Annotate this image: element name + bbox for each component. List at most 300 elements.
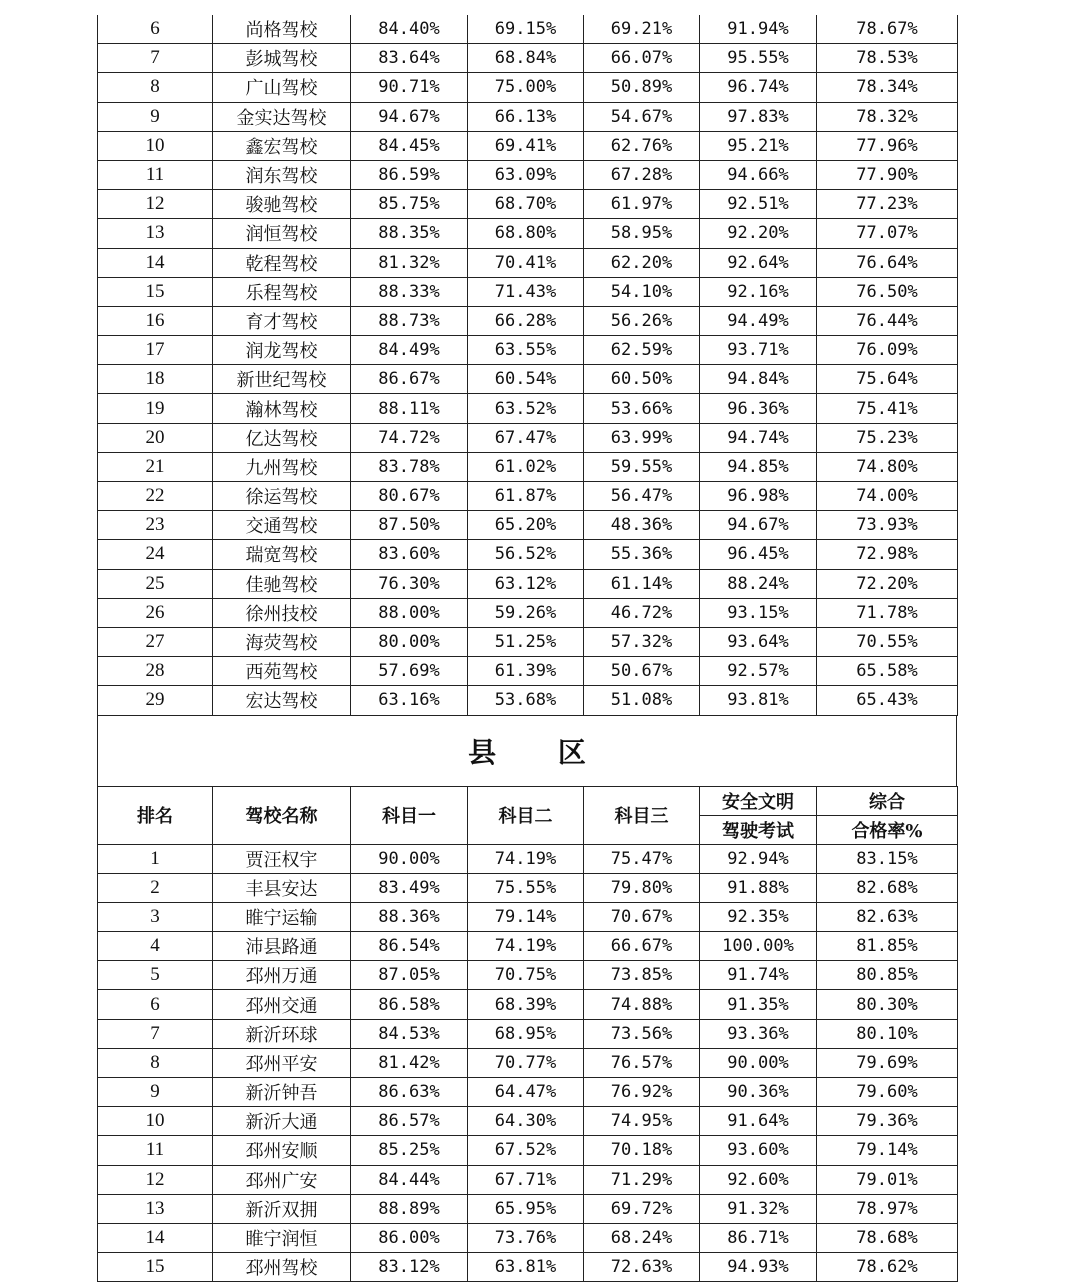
school-name-cell: 佳驰驾校 bbox=[213, 569, 351, 598]
subject-2-cell: 75.00% bbox=[468, 73, 584, 102]
safety-exam-cell: 91.88% bbox=[700, 873, 817, 902]
city-results-table bbox=[97, 15, 958, 716]
table-row bbox=[98, 1078, 958, 1107]
rank-cell: 17 bbox=[98, 336, 213, 365]
safety-exam-cell: 97.83% bbox=[700, 102, 817, 131]
header-subject-1: 科目一 bbox=[351, 786, 468, 844]
table-row bbox=[98, 277, 958, 306]
rank-cell: 29 bbox=[98, 686, 213, 715]
safety-exam-cell: 93.60% bbox=[700, 1136, 817, 1165]
table-row bbox=[98, 482, 958, 511]
school-name-cell: 九州驾校 bbox=[213, 452, 351, 481]
subject-3-cell: 62.59% bbox=[584, 336, 700, 365]
subject-2-cell: 68.84% bbox=[468, 44, 584, 73]
rank-cell: 27 bbox=[98, 627, 213, 656]
subject-3-cell: 76.92% bbox=[584, 1078, 700, 1107]
subject-2-cell: 69.15% bbox=[468, 15, 584, 44]
subject-3-cell: 57.32% bbox=[584, 627, 700, 656]
subject-3-cell: 62.20% bbox=[584, 248, 700, 277]
total-pass-rate-cell: 79.14% bbox=[817, 1136, 958, 1165]
subject-3-cell: 54.67% bbox=[584, 102, 700, 131]
subject-2-cell: 60.54% bbox=[468, 365, 584, 394]
school-name-cell: 亿达驾校 bbox=[213, 423, 351, 452]
subject-1-cell: 88.89% bbox=[351, 1194, 468, 1223]
safety-exam-cell: 90.00% bbox=[700, 1048, 817, 1077]
safety-exam-cell: 92.20% bbox=[700, 219, 817, 248]
table-row bbox=[98, 902, 958, 931]
subject-2-cell: 66.13% bbox=[468, 102, 584, 131]
subject-1-cell: 76.30% bbox=[351, 569, 468, 598]
rank-cell: 8 bbox=[98, 73, 213, 102]
school-name-cell: 邳州安顺 bbox=[213, 1136, 351, 1165]
total-pass-rate-cell: 76.44% bbox=[817, 306, 958, 335]
county-table-header bbox=[98, 786, 958, 844]
subject-1-cell: 86.67% bbox=[351, 365, 468, 394]
subject-3-cell: 68.24% bbox=[584, 1223, 700, 1252]
subject-2-cell: 68.39% bbox=[468, 990, 584, 1019]
subject-1-cell: 83.78% bbox=[351, 452, 468, 481]
table-row bbox=[98, 1253, 958, 1282]
subject-3-cell: 48.36% bbox=[584, 511, 700, 540]
subject-1-cell: 83.12% bbox=[351, 1253, 468, 1282]
table-row bbox=[98, 932, 958, 961]
safety-exam-cell: 94.66% bbox=[700, 160, 817, 189]
subject-1-cell: 80.00% bbox=[351, 627, 468, 656]
total-pass-rate-cell: 76.50% bbox=[817, 277, 958, 306]
school-name-cell: 邳州交通 bbox=[213, 990, 351, 1019]
table-row bbox=[98, 1223, 958, 1252]
subject-3-cell: 79.80% bbox=[584, 873, 700, 902]
rank-cell: 26 bbox=[98, 598, 213, 627]
rank-cell: 24 bbox=[98, 540, 213, 569]
subject-2-cell: 73.76% bbox=[468, 1223, 584, 1252]
school-name-cell: 新沂双拥 bbox=[213, 1194, 351, 1223]
subject-1-cell: 86.00% bbox=[351, 1223, 468, 1252]
total-pass-rate-cell: 76.64% bbox=[817, 248, 958, 277]
subject-3-cell: 54.10% bbox=[584, 277, 700, 306]
subject-1-cell: 87.50% bbox=[351, 511, 468, 540]
county-section-title: 县 区 bbox=[97, 716, 957, 786]
safety-exam-cell: 94.67% bbox=[700, 511, 817, 540]
subject-2-cell: 61.39% bbox=[468, 657, 584, 686]
safety-exam-cell: 95.21% bbox=[700, 131, 817, 160]
subject-1-cell: 80.67% bbox=[351, 482, 468, 511]
total-pass-rate-cell: 82.63% bbox=[817, 902, 958, 931]
total-pass-rate-cell: 78.32% bbox=[817, 102, 958, 131]
header-subject-3: 科目三 bbox=[584, 786, 700, 844]
total-pass-rate-cell: 78.67% bbox=[817, 15, 958, 44]
subject-1-cell: 84.49% bbox=[351, 336, 468, 365]
rank-cell: 4 bbox=[98, 932, 213, 961]
table-row bbox=[98, 73, 958, 102]
rank-cell: 20 bbox=[98, 423, 213, 452]
school-name-cell: 润东驾校 bbox=[213, 160, 351, 189]
rank-cell: 15 bbox=[98, 277, 213, 306]
subject-1-cell: 83.60% bbox=[351, 540, 468, 569]
rank-cell: 6 bbox=[98, 990, 213, 1019]
safety-exam-cell: 92.57% bbox=[700, 657, 817, 686]
school-name-cell: 新沂钟吾 bbox=[213, 1078, 351, 1107]
total-pass-rate-cell: 72.20% bbox=[817, 569, 958, 598]
subject-1-cell: 86.57% bbox=[351, 1107, 468, 1136]
total-pass-rate-cell: 79.36% bbox=[817, 1107, 958, 1136]
subject-2-cell: 56.52% bbox=[468, 540, 584, 569]
rank-cell: 7 bbox=[98, 44, 213, 73]
table-row bbox=[98, 961, 958, 990]
subject-2-cell: 64.30% bbox=[468, 1107, 584, 1136]
total-pass-rate-cell: 70.55% bbox=[817, 627, 958, 656]
safety-exam-cell: 96.45% bbox=[700, 540, 817, 569]
subject-3-cell: 61.97% bbox=[584, 190, 700, 219]
school-name-cell: 邳州万通 bbox=[213, 961, 351, 990]
table-row bbox=[98, 102, 958, 131]
table-row bbox=[98, 306, 958, 335]
total-pass-rate-cell: 75.23% bbox=[817, 423, 958, 452]
header-safety-line2: 驾驶考试 bbox=[700, 815, 817, 844]
table-row bbox=[98, 657, 958, 686]
subject-1-cell: 84.45% bbox=[351, 131, 468, 160]
safety-exam-cell: 95.55% bbox=[700, 44, 817, 73]
school-name-cell: 广山驾校 bbox=[213, 73, 351, 102]
rank-cell: 13 bbox=[98, 219, 213, 248]
subject-3-cell: 67.28% bbox=[584, 160, 700, 189]
subject-2-cell: 67.71% bbox=[468, 1165, 584, 1194]
subject-2-cell: 71.43% bbox=[468, 277, 584, 306]
subject-3-cell: 73.85% bbox=[584, 961, 700, 990]
rank-cell: 10 bbox=[98, 131, 213, 160]
subject-1-cell: 86.58% bbox=[351, 990, 468, 1019]
total-pass-rate-cell: 81.85% bbox=[817, 932, 958, 961]
school-name-cell: 尚格驾校 bbox=[213, 15, 351, 44]
school-name-cell: 徐州技校 bbox=[213, 598, 351, 627]
subject-3-cell: 69.72% bbox=[584, 1194, 700, 1223]
total-pass-rate-cell: 80.30% bbox=[817, 990, 958, 1019]
safety-exam-cell: 94.84% bbox=[700, 365, 817, 394]
table-row bbox=[98, 540, 958, 569]
school-name-cell: 新沂环球 bbox=[213, 1019, 351, 1048]
school-name-cell: 新沂大通 bbox=[213, 1107, 351, 1136]
rank-cell: 12 bbox=[98, 1165, 213, 1194]
rank-cell: 9 bbox=[98, 102, 213, 131]
school-name-cell: 睢宁运输 bbox=[213, 902, 351, 931]
safety-exam-cell: 92.16% bbox=[700, 277, 817, 306]
subject-2-cell: 63.81% bbox=[468, 1253, 584, 1282]
subject-3-cell: 59.55% bbox=[584, 452, 700, 481]
rank-cell: 2 bbox=[98, 873, 213, 902]
subject-2-cell: 67.47% bbox=[468, 423, 584, 452]
subject-3-cell: 58.95% bbox=[584, 219, 700, 248]
rank-cell: 23 bbox=[98, 511, 213, 540]
school-name-cell: 乾程驾校 bbox=[213, 248, 351, 277]
school-name-cell: 海荧驾校 bbox=[213, 627, 351, 656]
safety-exam-cell: 92.51% bbox=[700, 190, 817, 219]
school-name-cell: 彭城驾校 bbox=[213, 44, 351, 73]
subject-1-cell: 88.36% bbox=[351, 902, 468, 931]
subject-1-cell: 84.40% bbox=[351, 15, 468, 44]
subject-2-cell: 61.87% bbox=[468, 482, 584, 511]
table-row bbox=[98, 1019, 958, 1048]
subject-1-cell: 88.35% bbox=[351, 219, 468, 248]
total-pass-rate-cell: 74.00% bbox=[817, 482, 958, 511]
subject-3-cell: 55.36% bbox=[584, 540, 700, 569]
subject-1-cell: 85.25% bbox=[351, 1136, 468, 1165]
table-row bbox=[98, 1165, 958, 1194]
table-row bbox=[98, 394, 958, 423]
subject-3-cell: 73.56% bbox=[584, 1019, 700, 1048]
total-pass-rate-cell: 77.07% bbox=[817, 219, 958, 248]
rank-cell: 13 bbox=[98, 1194, 213, 1223]
school-name-cell: 宏达驾校 bbox=[213, 686, 351, 715]
header-subject-2: 科目二 bbox=[468, 786, 584, 844]
subject-3-cell: 61.14% bbox=[584, 569, 700, 598]
school-name-cell: 西苑驾校 bbox=[213, 657, 351, 686]
subject-2-cell: 69.41% bbox=[468, 131, 584, 160]
subject-3-cell: 62.76% bbox=[584, 131, 700, 160]
subject-1-cell: 81.42% bbox=[351, 1048, 468, 1077]
subject-3-cell: 56.47% bbox=[584, 482, 700, 511]
subject-2-cell: 64.47% bbox=[468, 1078, 584, 1107]
subject-1-cell: 88.11% bbox=[351, 394, 468, 423]
safety-exam-cell: 86.71% bbox=[700, 1223, 817, 1252]
subject-2-cell: 74.19% bbox=[468, 932, 584, 961]
total-pass-rate-cell: 80.85% bbox=[817, 961, 958, 990]
safety-exam-cell: 93.15% bbox=[700, 598, 817, 627]
header-total-line1: 综合 bbox=[817, 786, 958, 815]
school-name-cell: 交通驾校 bbox=[213, 511, 351, 540]
table-row bbox=[98, 160, 958, 189]
subject-1-cell: 85.75% bbox=[351, 190, 468, 219]
safety-exam-cell: 96.36% bbox=[700, 394, 817, 423]
table-row bbox=[98, 452, 958, 481]
subject-1-cell: 86.63% bbox=[351, 1078, 468, 1107]
safety-exam-cell: 93.64% bbox=[700, 627, 817, 656]
safety-exam-cell: 92.94% bbox=[700, 844, 817, 873]
safety-exam-cell: 93.71% bbox=[700, 336, 817, 365]
subject-2-cell: 63.12% bbox=[468, 569, 584, 598]
table-row bbox=[98, 1048, 958, 1077]
subject-3-cell: 46.72% bbox=[584, 598, 700, 627]
school-name-cell: 金实达驾校 bbox=[213, 102, 351, 131]
school-name-cell: 乐程驾校 bbox=[213, 277, 351, 306]
school-name-cell: 邳州广安 bbox=[213, 1165, 351, 1194]
safety-exam-cell: 94.49% bbox=[700, 306, 817, 335]
rank-cell: 14 bbox=[98, 248, 213, 277]
subject-1-cell: 90.00% bbox=[351, 844, 468, 873]
subject-2-cell: 68.95% bbox=[468, 1019, 584, 1048]
table-row bbox=[98, 686, 958, 715]
city-results-body bbox=[98, 15, 958, 715]
header-total-line2: 合格率% bbox=[817, 815, 958, 844]
subject-3-cell: 53.66% bbox=[584, 394, 700, 423]
school-name-cell: 润恒驾校 bbox=[213, 219, 351, 248]
total-pass-rate-cell: 73.93% bbox=[817, 511, 958, 540]
table-row bbox=[98, 873, 958, 902]
table-row bbox=[98, 598, 958, 627]
safety-exam-cell: 94.85% bbox=[700, 452, 817, 481]
subject-3-cell: 75.47% bbox=[584, 844, 700, 873]
table-row bbox=[98, 365, 958, 394]
subject-2-cell: 79.14% bbox=[468, 902, 584, 931]
rank-cell: 10 bbox=[98, 1107, 213, 1136]
results-document bbox=[97, 15, 957, 1282]
table-row bbox=[98, 1136, 958, 1165]
subject-2-cell: 70.75% bbox=[468, 961, 584, 990]
subject-1-cell: 63.16% bbox=[351, 686, 468, 715]
rank-cell: 28 bbox=[98, 657, 213, 686]
table-row bbox=[98, 15, 958, 44]
subject-3-cell: 50.89% bbox=[584, 73, 700, 102]
safety-exam-cell: 93.36% bbox=[700, 1019, 817, 1048]
subject-3-cell: 76.57% bbox=[584, 1048, 700, 1077]
subject-2-cell: 70.41% bbox=[468, 248, 584, 277]
school-name-cell: 瑞宽驾校 bbox=[213, 540, 351, 569]
subject-3-cell: 74.95% bbox=[584, 1107, 700, 1136]
subject-3-cell: 70.18% bbox=[584, 1136, 700, 1165]
table-row bbox=[98, 44, 958, 73]
total-pass-rate-cell: 75.64% bbox=[817, 365, 958, 394]
subject-1-cell: 88.73% bbox=[351, 306, 468, 335]
safety-exam-cell: 91.74% bbox=[700, 961, 817, 990]
total-pass-rate-cell: 72.98% bbox=[817, 540, 958, 569]
rank-cell: 21 bbox=[98, 452, 213, 481]
rank-cell: 12 bbox=[98, 190, 213, 219]
safety-exam-cell: 94.74% bbox=[700, 423, 817, 452]
subject-2-cell: 68.70% bbox=[468, 190, 584, 219]
subject-1-cell: 57.69% bbox=[351, 657, 468, 686]
school-name-cell: 新世纪驾校 bbox=[213, 365, 351, 394]
table-row bbox=[98, 569, 958, 598]
total-pass-rate-cell: 78.34% bbox=[817, 73, 958, 102]
total-pass-rate-cell: 80.10% bbox=[817, 1019, 958, 1048]
subject-1-cell: 88.33% bbox=[351, 277, 468, 306]
table-row bbox=[98, 844, 958, 873]
school-name-cell: 丰县安达 bbox=[213, 873, 351, 902]
rank-cell: 22 bbox=[98, 482, 213, 511]
total-pass-rate-cell: 77.96% bbox=[817, 131, 958, 160]
subject-1-cell: 94.67% bbox=[351, 102, 468, 131]
school-name-cell: 邳州平安 bbox=[213, 1048, 351, 1077]
subject-2-cell: 59.26% bbox=[468, 598, 584, 627]
school-name-cell: 睢宁润恒 bbox=[213, 1223, 351, 1252]
school-name-cell: 骏驰驾校 bbox=[213, 190, 351, 219]
subject-3-cell: 66.07% bbox=[584, 44, 700, 73]
total-pass-rate-cell: 77.90% bbox=[817, 160, 958, 189]
subject-3-cell: 51.08% bbox=[584, 686, 700, 715]
subject-3-cell: 66.67% bbox=[584, 932, 700, 961]
subject-1-cell: 84.53% bbox=[351, 1019, 468, 1048]
total-pass-rate-cell: 74.80% bbox=[817, 452, 958, 481]
school-name-cell: 沛县路通 bbox=[213, 932, 351, 961]
subject-3-cell: 50.67% bbox=[584, 657, 700, 686]
subject-2-cell: 63.55% bbox=[468, 336, 584, 365]
table-row bbox=[98, 423, 958, 452]
school-name-cell: 邳州驾校 bbox=[213, 1253, 351, 1282]
safety-exam-cell: 91.35% bbox=[700, 990, 817, 1019]
subject-1-cell: 84.44% bbox=[351, 1165, 468, 1194]
county-results-table bbox=[97, 786, 958, 1283]
total-pass-rate-cell: 78.68% bbox=[817, 1223, 958, 1252]
safety-exam-cell: 92.64% bbox=[700, 248, 817, 277]
safety-exam-cell: 91.94% bbox=[700, 15, 817, 44]
rank-cell: 14 bbox=[98, 1223, 213, 1252]
total-pass-rate-cell: 78.97% bbox=[817, 1194, 958, 1223]
rank-cell: 18 bbox=[98, 365, 213, 394]
subject-1-cell: 86.54% bbox=[351, 932, 468, 961]
table-row bbox=[98, 1107, 958, 1136]
header-school-name: 驾校名称 bbox=[213, 786, 351, 844]
rank-cell: 16 bbox=[98, 306, 213, 335]
table-row bbox=[98, 336, 958, 365]
table-row bbox=[98, 131, 958, 160]
total-pass-rate-cell: 75.41% bbox=[817, 394, 958, 423]
total-pass-rate-cell: 78.53% bbox=[817, 44, 958, 73]
school-name-cell: 育才驾校 bbox=[213, 306, 351, 335]
school-name-cell: 徐运驾校 bbox=[213, 482, 351, 511]
header-rank: 排名 bbox=[98, 786, 213, 844]
total-pass-rate-cell: 76.09% bbox=[817, 336, 958, 365]
subject-2-cell: 74.19% bbox=[468, 844, 584, 873]
safety-exam-cell: 94.93% bbox=[700, 1253, 817, 1282]
subject-1-cell: 88.00% bbox=[351, 598, 468, 627]
total-pass-rate-cell: 79.60% bbox=[817, 1078, 958, 1107]
rank-cell: 11 bbox=[98, 160, 213, 189]
subject-1-cell: 81.32% bbox=[351, 248, 468, 277]
table-row bbox=[98, 248, 958, 277]
total-pass-rate-cell: 78.62% bbox=[817, 1253, 958, 1282]
rank-cell: 7 bbox=[98, 1019, 213, 1048]
subject-2-cell: 61.02% bbox=[468, 452, 584, 481]
total-pass-rate-cell: 82.68% bbox=[817, 873, 958, 902]
safety-exam-cell: 88.24% bbox=[700, 569, 817, 598]
safety-exam-cell: 96.98% bbox=[700, 482, 817, 511]
subject-1-cell: 83.64% bbox=[351, 44, 468, 73]
table-row bbox=[98, 627, 958, 656]
subject-2-cell: 66.28% bbox=[468, 306, 584, 335]
safety-exam-cell: 100.00% bbox=[700, 932, 817, 961]
header-safety-line1: 安全文明 bbox=[700, 786, 817, 815]
school-name-cell: 贾汪权宇 bbox=[213, 844, 351, 873]
total-pass-rate-cell: 65.58% bbox=[817, 657, 958, 686]
total-pass-rate-cell: 65.43% bbox=[817, 686, 958, 715]
subject-3-cell: 74.88% bbox=[584, 990, 700, 1019]
school-name-cell: 瀚林驾校 bbox=[213, 394, 351, 423]
safety-exam-cell: 91.64% bbox=[700, 1107, 817, 1136]
safety-exam-cell: 91.32% bbox=[700, 1194, 817, 1223]
rank-cell: 15 bbox=[98, 1253, 213, 1282]
rank-cell: 3 bbox=[98, 902, 213, 931]
table-row bbox=[98, 190, 958, 219]
subject-2-cell: 53.68% bbox=[468, 686, 584, 715]
subject-1-cell: 74.72% bbox=[351, 423, 468, 452]
rank-cell: 5 bbox=[98, 961, 213, 990]
subject-1-cell: 83.49% bbox=[351, 873, 468, 902]
rank-cell: 1 bbox=[98, 844, 213, 873]
county-results-body bbox=[98, 844, 958, 1282]
subject-2-cell: 63.09% bbox=[468, 160, 584, 189]
subject-3-cell: 56.26% bbox=[584, 306, 700, 335]
rank-cell: 25 bbox=[98, 569, 213, 598]
rank-cell: 8 bbox=[98, 1048, 213, 1077]
safety-exam-cell: 96.74% bbox=[700, 73, 817, 102]
table-row bbox=[98, 219, 958, 248]
safety-exam-cell: 92.35% bbox=[700, 902, 817, 931]
subject-1-cell: 90.71% bbox=[351, 73, 468, 102]
subject-2-cell: 67.52% bbox=[468, 1136, 584, 1165]
subject-3-cell: 71.29% bbox=[584, 1165, 700, 1194]
subject-1-cell: 87.05% bbox=[351, 961, 468, 990]
school-name-cell: 润龙驾校 bbox=[213, 336, 351, 365]
table-row bbox=[98, 990, 958, 1019]
